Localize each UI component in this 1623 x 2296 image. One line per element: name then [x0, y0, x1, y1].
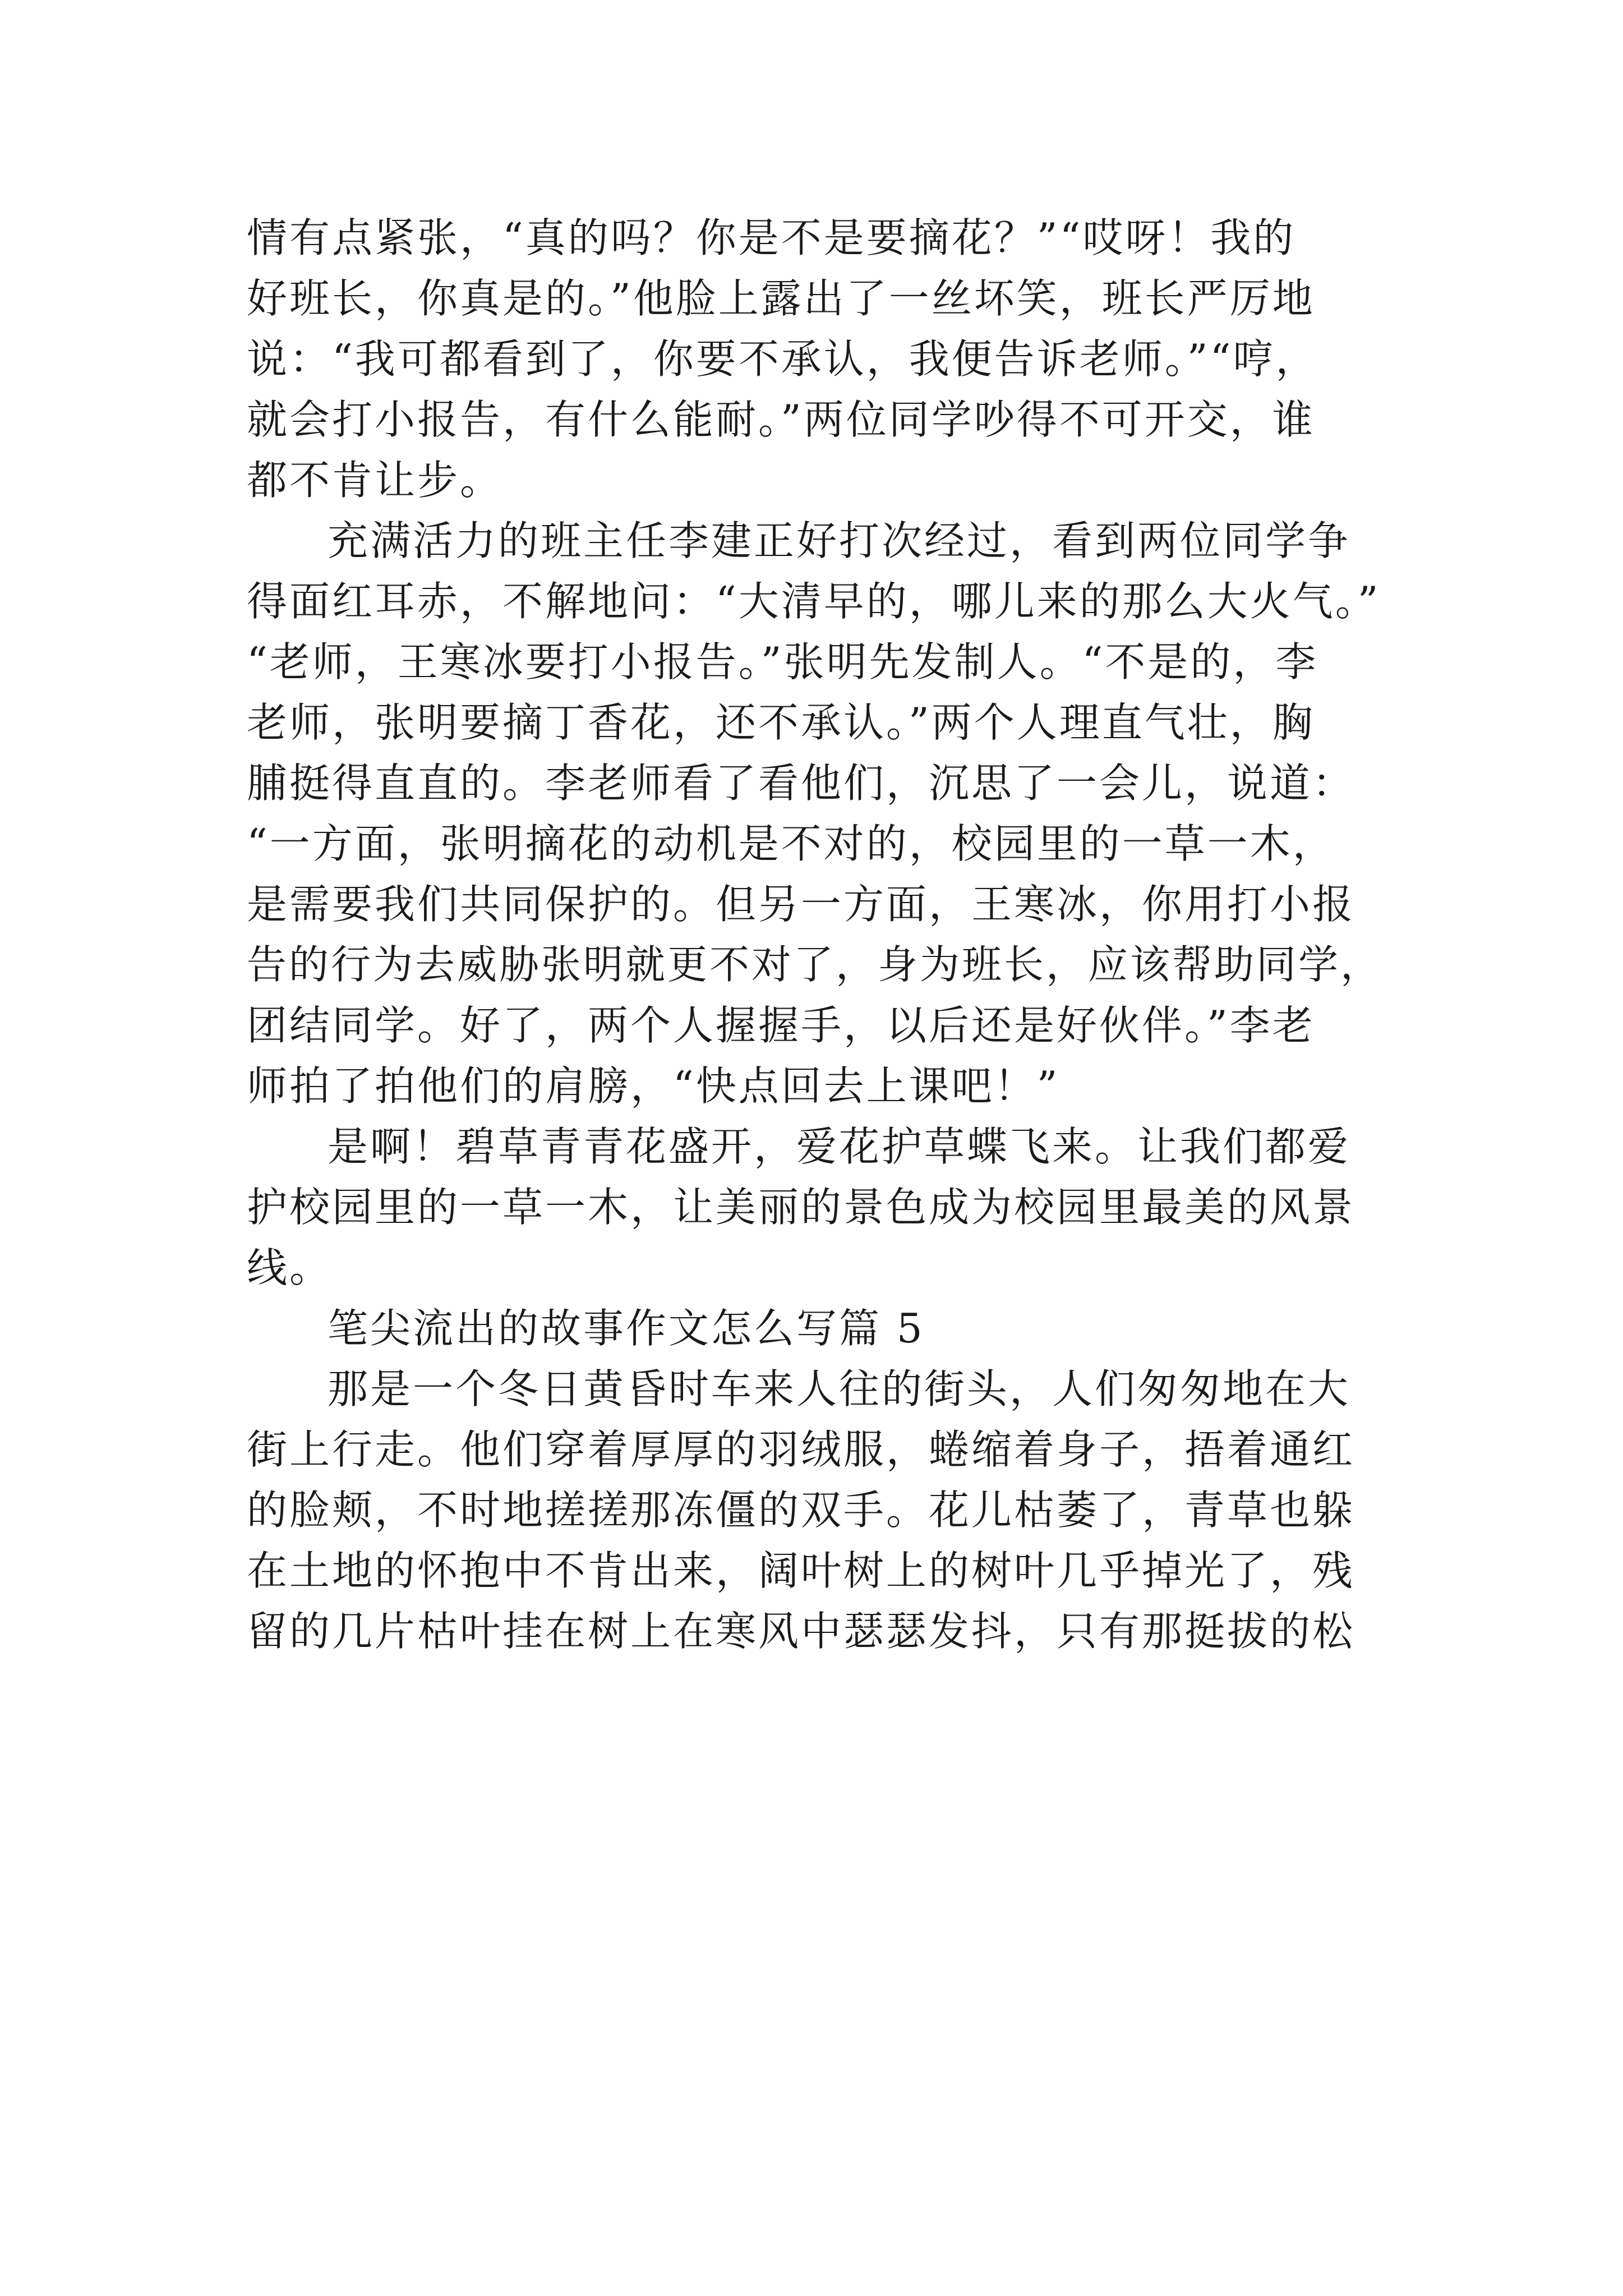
text-line: 情有点紧张，“真的吗？你是不是要摘花？”“哎呀！我的	[247, 214, 1296, 261]
text-line: 脯挺得直直的。李老师看了看他们，沉思了一会儿，说道：	[247, 760, 1355, 807]
text-line: 在土地的怀抱中不肯出来，阔叶树上的树叶几乎掉光了，残	[247, 1547, 1355, 1594]
section-heading: 笔尖流出的故事作文怎么写篇 5	[328, 1305, 925, 1352]
text-line: 充满活力的班主任李建正好打次经过，看到两位同学争	[328, 517, 1351, 564]
text-line: 街上行走。他们穿着厚厚的羽绒服，蜷缩着身子，捂着通红	[247, 1426, 1355, 1473]
text-line: 好班长，你真是的。”他脸上露出了一丝坏笑，班长严厉地	[247, 275, 1315, 322]
text-line: 老师，张明要摘丁香花，还不承认。”两个人理直气壮，胸	[247, 699, 1315, 746]
text-line: 得面红耳赤，不解地问：“大清早的，哪儿来的那么大火气。”	[247, 578, 1381, 625]
text-line: “一方面，张明摘花的动机是不对的，校园里的一草一木，	[247, 820, 1335, 867]
text-line: 是需要我们共同保护的。但另一方面，王寒冰，你用打小报	[247, 881, 1355, 928]
text-line: “老师，王寒冰要打小报告。”张明先发制人。“不是的，李	[247, 638, 1318, 685]
text-line: 团结同学。好了，两个人握握手，以后还是好伙伴。”李老	[247, 1002, 1315, 1049]
text-line: 的脸颊，不时地搓搓那冻僵的双手。花儿枯萎了，青草也躲	[247, 1487, 1355, 1534]
text-line: 告的行为去威胁张明就更不对了，身为班长，应该帮助同学，	[247, 941, 1383, 988]
text-line: 是啊！碧草青青花盛开，爱花护草蝶飞来。让我们都爱	[328, 1123, 1351, 1170]
text-line: 师拍了拍他们的肩膀，“快点回去上课吧！”	[247, 1062, 1060, 1110]
text-line: 就会打小报告，有什么能耐。”两位同学吵得不可开交，谁	[247, 396, 1315, 443]
text-line: 护校园里的一草一木，让美丽的景色成为校园里最美的风景	[247, 1184, 1355, 1231]
text-line: 都不肯让步。	[247, 457, 503, 504]
text-line: 留的几片枯叶挂在树上在寒风中瑟瑟发抖，只有那挺拔的松	[247, 1608, 1355, 1655]
text-line: 线。	[247, 1244, 333, 1291]
text-line: 说：“我可都看到了，你要不承认，我便告诉老师。”“哼，	[247, 335, 1318, 383]
body-text	[247, 208, 1391, 1662]
text-line: 那是一个冬日黄昏时车来人往的街头，人们匆匆地在大	[328, 1365, 1351, 1412]
